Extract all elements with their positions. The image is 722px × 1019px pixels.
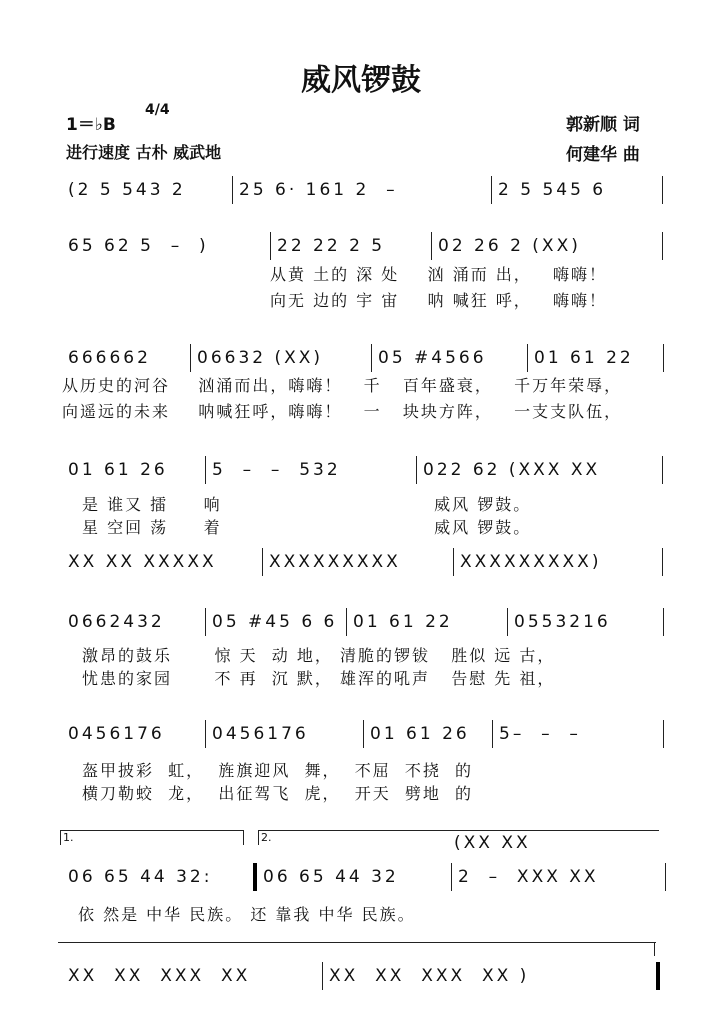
barline — [662, 548, 663, 576]
measure: 06 65 44 32 — [263, 867, 399, 887]
score-row — [62, 233, 663, 259]
key-signature: 1＝♭B — [66, 115, 116, 135]
lyric-line: 忧患的家园 不 再 沉 默， 雄浑的吼声 告慰 先 祖， — [82, 669, 556, 688]
lyric-line: 从黄 土的 深 处 汹 涌而 出， 嗨嗨！ — [270, 265, 608, 284]
barline — [662, 176, 663, 204]
tempo-marking: 进行速度 古朴 威武地 — [66, 143, 222, 162]
measure: XX XX XXX XX ) — [329, 966, 530, 986]
lyric-line: 依 然是 中华 民族。 还 靠我 中华 民族。 — [78, 905, 416, 924]
barline — [656, 962, 660, 990]
score-row — [62, 864, 666, 890]
lyric-line: 盔甲披彩 虹， 旌旗迎风 舞， 不屈 不挠 的 — [82, 761, 474, 780]
barline — [662, 456, 663, 484]
measure: 2 5 545 6 — [498, 180, 607, 200]
percussion-cue: (XX XX — [454, 833, 531, 853]
lyric-line: 是 谁又 擂 响 威风 锣鼓。 — [82, 495, 532, 514]
score-row — [62, 177, 663, 203]
lyric-line: 从历史的河谷 汹涌而出，嗨嗨！ 千 百年盛衰， 千万年荣辱， — [62, 376, 623, 395]
barline — [662, 232, 663, 260]
measure: 01 61 22 — [534, 348, 634, 368]
measure: (2 5 543 2 — [68, 180, 186, 200]
measure: 01 61 26 — [68, 460, 168, 480]
score-row — [62, 345, 664, 371]
measure: XX XX XXX XX — [68, 966, 251, 986]
composer-credit: 何建华 曲 — [566, 145, 640, 165]
measure: 05 #4566 — [378, 348, 487, 368]
score-row — [62, 549, 663, 575]
barline — [663, 720, 664, 748]
measure: 65 62 5 – ) — [68, 236, 209, 256]
lyric-line: 横刀勒蛟 龙， 出征驾飞 虎， 开天 劈地 的 — [82, 784, 474, 803]
measure: 05 #45 6 6 — [212, 612, 338, 632]
barline — [665, 863, 666, 891]
lyric-line: 星 空回 荡 着 威风 锣鼓。 — [82, 518, 532, 537]
measure: 0456176 — [212, 724, 309, 744]
measure: 2 – XXX XX — [458, 867, 599, 887]
volta-bracket-1: 1. — [60, 830, 244, 845]
measure: 666662 — [68, 348, 151, 368]
score-row — [62, 721, 664, 747]
measure: XXXXXXXXX — [269, 552, 401, 572]
lyric-line: 向无 边的 宇 宙 呐 喊狂 呼， 嗨嗨！ — [270, 291, 608, 310]
bracket-line — [58, 942, 656, 943]
measure: XX XX XXXXX — [68, 552, 217, 572]
lyric-line: 向遥远的未来 呐喊狂呼，嗨嗨！ 一 块块方阵， 一支支队伍， — [62, 402, 623, 421]
measure: 0662432 — [68, 612, 165, 632]
measure: 0553216 — [514, 612, 611, 632]
lyricist-credit: 郭新顺 词 — [566, 115, 640, 135]
lyric-line: 激昂的鼓乐 惊 天 动 地， 清脆的锣钹 胜似 远 古， — [82, 646, 556, 665]
measure: 06632 (XX) — [197, 348, 324, 368]
measure: 022 62 (XXX XX — [423, 460, 601, 480]
bracket-line — [654, 942, 655, 956]
measure: XXXXXXXXX) — [460, 552, 602, 572]
measure: 25 6· 161 2 – — [239, 180, 398, 200]
barline — [663, 344, 664, 372]
song-title: 威风锣鼓 — [301, 63, 421, 98]
measure: 5– – – — [499, 724, 581, 744]
score-row — [62, 609, 664, 635]
measure: 0456176 — [68, 724, 165, 744]
score-row — [62, 457, 663, 483]
measure: 22 22 2 5 — [277, 236, 386, 256]
measure: 5 – – 532 — [212, 460, 341, 480]
measure: 02 26 2 (XX) — [438, 236, 581, 256]
measure: 06 65 44 32: — [68, 867, 213, 887]
barline — [663, 608, 664, 636]
volta-bracket-2: 2. — [258, 830, 659, 845]
measure: 01 61 26 — [370, 724, 470, 744]
measure: 01 61 22 — [353, 612, 453, 632]
score-row — [62, 963, 660, 989]
time-signature: 4/4 — [145, 102, 170, 118]
